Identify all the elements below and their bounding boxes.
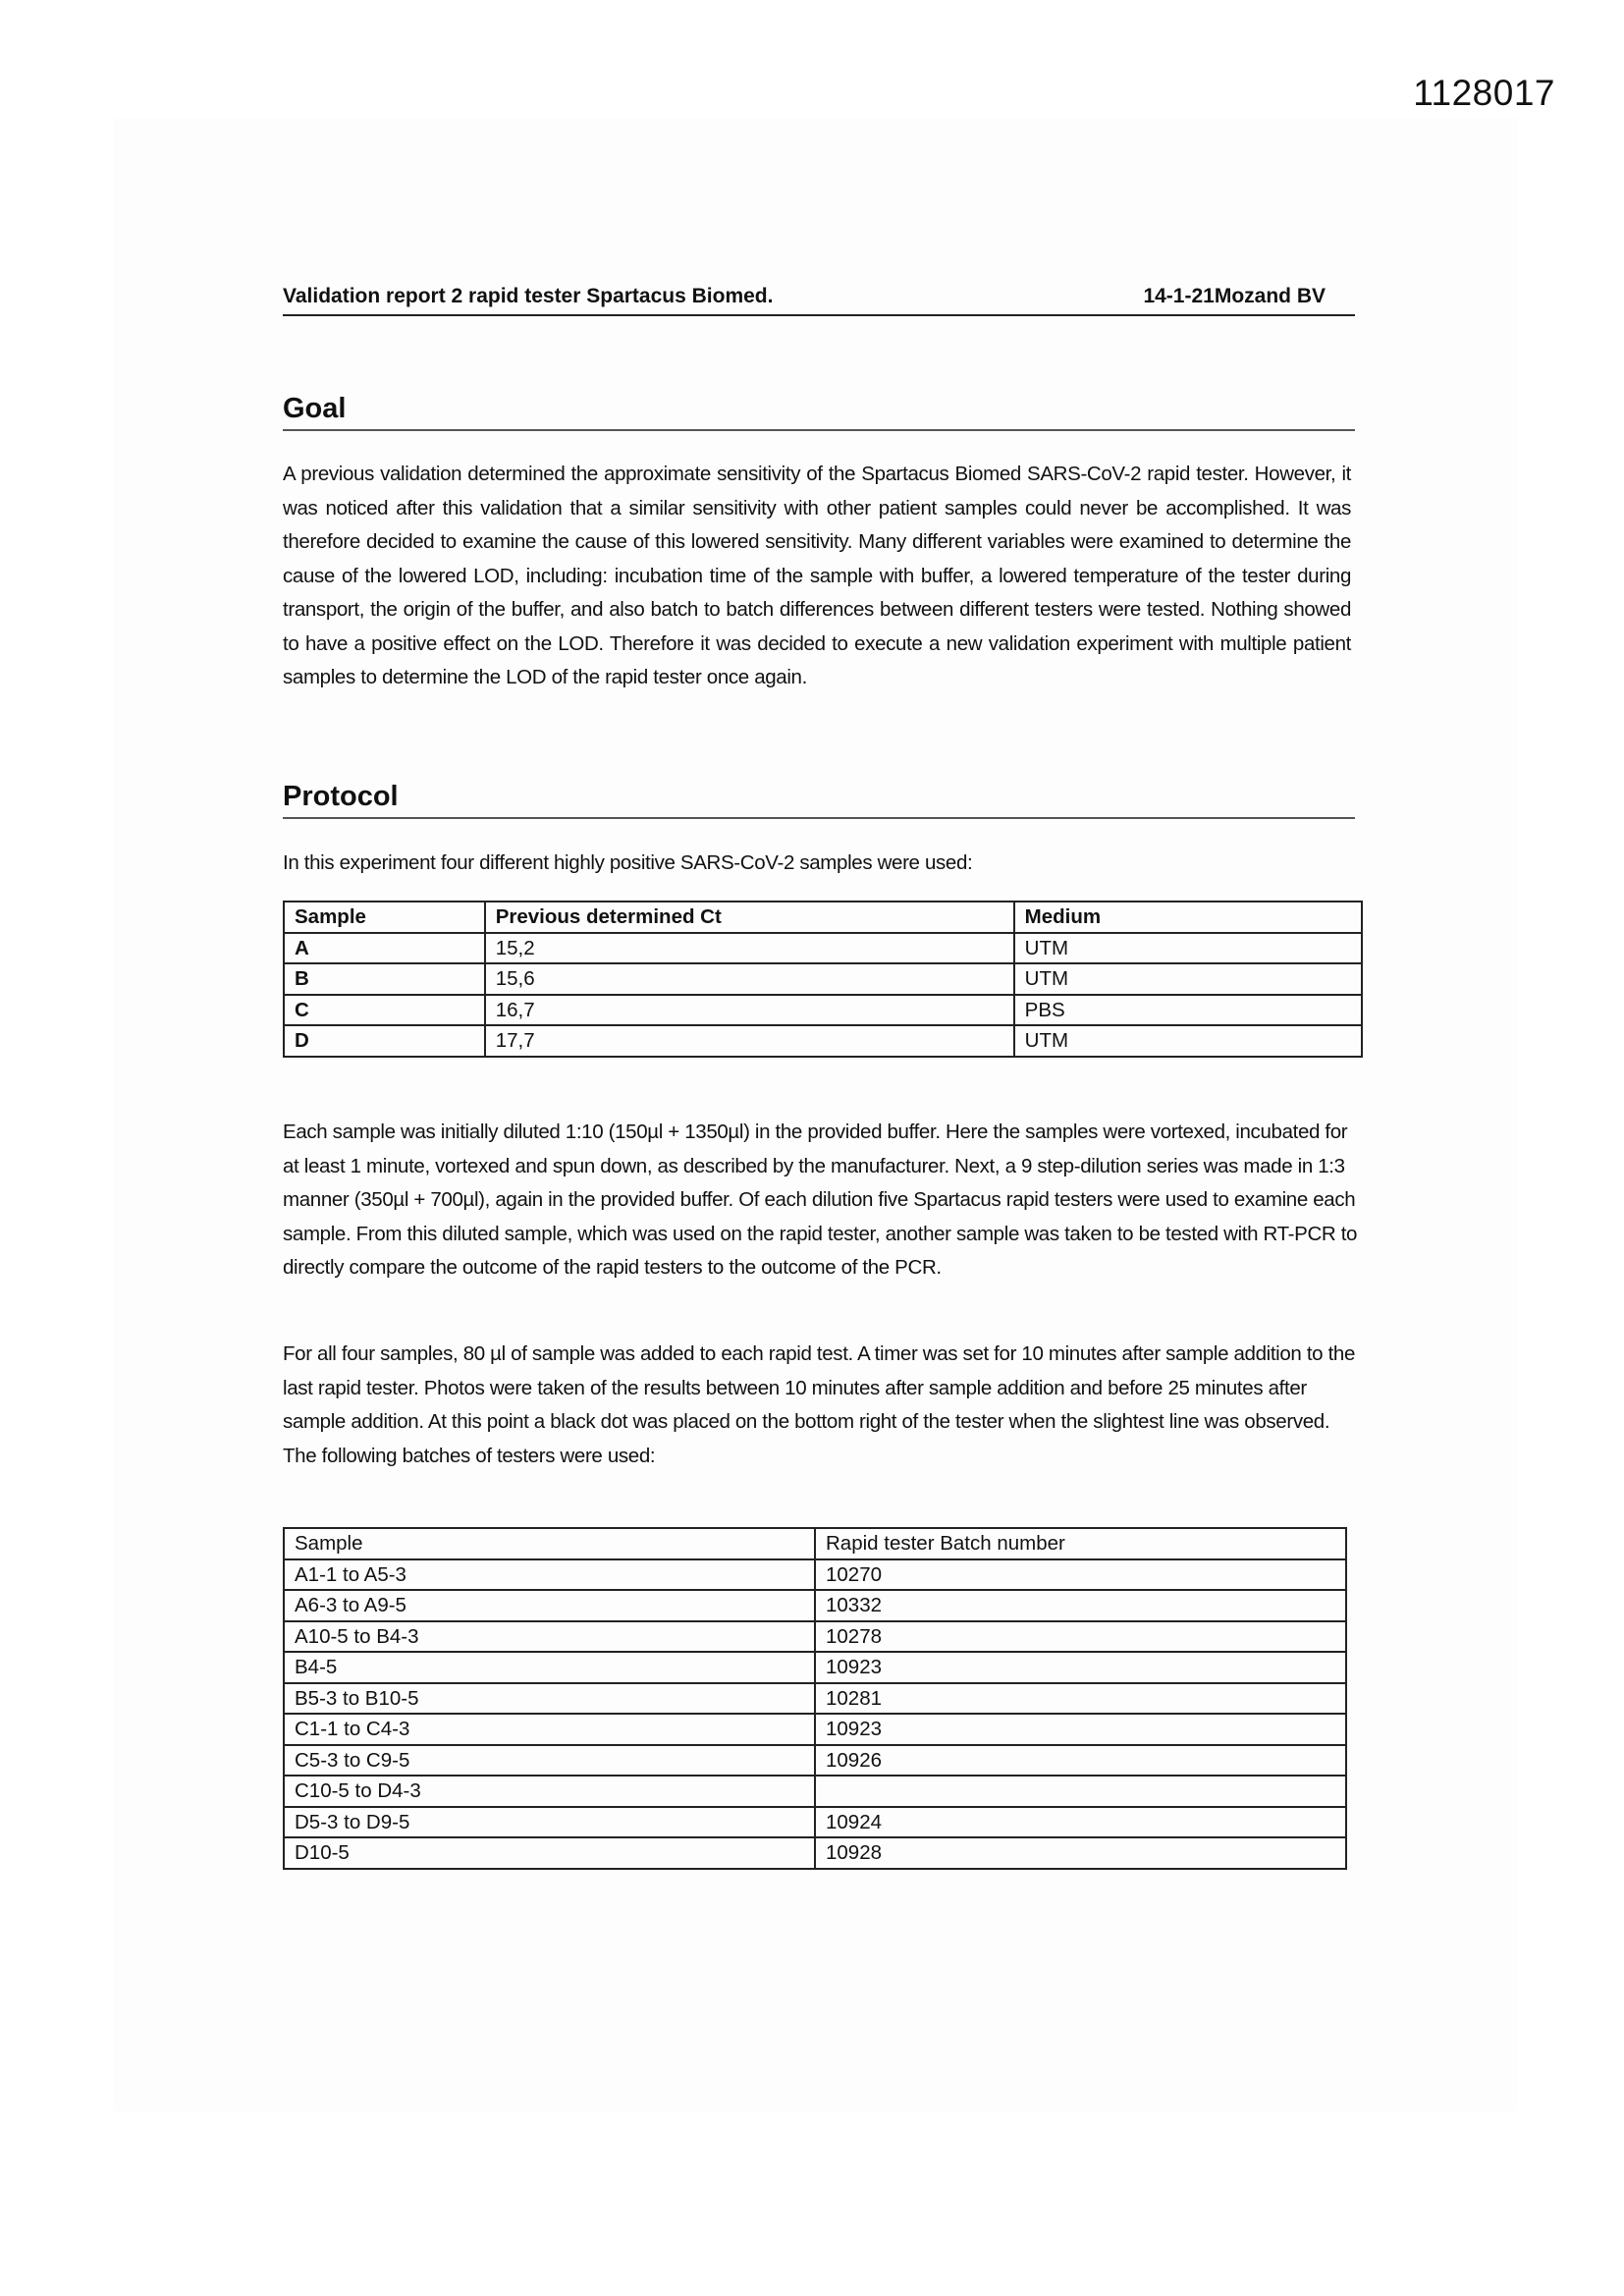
sample-cell: D bbox=[284, 1025, 485, 1057]
table-row bbox=[284, 1559, 1346, 1591]
dilution-paragraph: Each sample was initially diluted 1:10 (150µl + 1350µl) in the provided buffer. Here the samples were vortexed, incubated for at least 1 minute, vortexed and spun down, as described by the manufacturer. Next, a 9 step-dilution series was made in 1:3 manner (350µl + 700µl), again in the provided buffer. Of each dilution five Spartacus rapid testers were used to examine each sample. From this diluted sample, which was used on the rapid tester, another sample was taken to be tested with RT-PCR to directly compare the outcome of the rapid testers to the outcome of the PCR. bbox=[283, 1121, 1358, 1279]
table-row bbox=[284, 1807, 1346, 1838]
column-header-ct: Previous determined Ct bbox=[485, 902, 1014, 933]
sample-range-cell: A6-3 to A9-5 bbox=[284, 1590, 815, 1621]
batch-table bbox=[283, 1527, 1347, 1870]
table-row bbox=[284, 963, 1362, 995]
goal-paragraph: A previous validation determined the approximate sensitivity of the Spartacus Biomed SARS-CoV-2 rapid tester. However, it was noticed after this validation that a similar sensitivity with other patient samples could never be accomplished. It was therefore decided to examine the cause of this lowered sensitivity. Many different variables were examined to determine the cause of the lowered LOD, including: incubation time of the sample with buffer, a lowered temperature of the tester during transport, the origin of the buffer, and also batch to batch differences between different testers were tested. Nothing showed to have a positive effect on the LOD. Therefore it was decided to execute a new validation experiment with multiple patient samples to determine the LOD of the rapid tester once again. bbox=[283, 463, 1351, 688]
sample-range-cell: B5-3 to B10-5 bbox=[284, 1683, 815, 1715]
column-header-batch-number: Rapid tester Batch number bbox=[815, 1528, 1346, 1559]
batch-number-cell: 10281 bbox=[815, 1683, 1346, 1715]
table-header-row bbox=[284, 1528, 1346, 1559]
table-row bbox=[284, 1683, 1346, 1715]
sample-cell: B bbox=[284, 963, 485, 995]
section-heading-protocol: Protocol bbox=[283, 781, 1355, 819]
sample-range-cell: D5-3 to D9-5 bbox=[284, 1807, 815, 1838]
protocol-intro: In this experiment four different highly positive SARS-CoV-2 samples were used: bbox=[283, 851, 973, 874]
ct-cell: 16,7 bbox=[485, 995, 1014, 1026]
column-header-sample: Sample bbox=[284, 1528, 815, 1559]
medium-cell: UTM bbox=[1014, 933, 1362, 964]
ct-cell: 15,6 bbox=[485, 963, 1014, 995]
ct-cell: 17,7 bbox=[485, 1025, 1014, 1057]
table-row bbox=[284, 1652, 1346, 1683]
table-row bbox=[284, 1745, 1346, 1777]
sample-cell: C bbox=[284, 995, 485, 1026]
table-row bbox=[284, 1621, 1346, 1653]
samples-table bbox=[283, 901, 1363, 1058]
sample-range-cell: C5-3 to C9-5 bbox=[284, 1745, 815, 1777]
sample-range-cell: D10-5 bbox=[284, 1837, 815, 1869]
batch-number-cell: 10924 bbox=[815, 1807, 1346, 1838]
batch-number-cell: 10923 bbox=[815, 1652, 1346, 1683]
table-header-row bbox=[284, 902, 1362, 933]
batch-number-cell bbox=[815, 1776, 1346, 1807]
batch-number-cell: 10270 bbox=[815, 1559, 1346, 1591]
report-date-organization: 14-1-21Mozand BV bbox=[1143, 285, 1326, 307]
batch-number-cell: 10278 bbox=[815, 1621, 1346, 1653]
batch-number-cell: 10332 bbox=[815, 1590, 1346, 1621]
batch-number-cell: 10923 bbox=[815, 1714, 1346, 1745]
ct-cell: 15,2 bbox=[485, 933, 1014, 964]
procedure-paragraph: For all four samples, 80 µl of sample was added to each rapid test. A timer was set for 10 minutes after sample addition to the last rapid tester. Photos were taken of the results between 10 minutes after sample addition and before 25 minutes after sample addition. At this point a black dot was placed on the bottom right of the tester when the slightest line was observed. The following batches of testers were used: bbox=[283, 1342, 1356, 1467]
table-row bbox=[284, 1025, 1362, 1057]
medium-cell: UTM bbox=[1014, 963, 1362, 995]
medium-cell: PBS bbox=[1014, 995, 1362, 1026]
table-row bbox=[284, 1714, 1346, 1745]
sample-range-cell: B4-5 bbox=[284, 1652, 815, 1683]
table-row bbox=[284, 995, 1362, 1026]
table-row bbox=[284, 1590, 1346, 1621]
sample-cell: A bbox=[284, 933, 485, 964]
column-header-sample: Sample bbox=[284, 902, 485, 933]
report-header bbox=[283, 285, 1355, 316]
medium-cell: UTM bbox=[1014, 1025, 1362, 1057]
sample-range-cell: A1-1 to A5-3 bbox=[284, 1559, 815, 1591]
batch-number-cell: 10928 bbox=[815, 1837, 1346, 1869]
section-heading-goal: Goal bbox=[283, 393, 1355, 431]
sample-range-cell: C10-5 to D4-3 bbox=[284, 1776, 815, 1807]
sample-range-cell: A10-5 to B4-3 bbox=[284, 1621, 815, 1653]
batch-number-cell: 10926 bbox=[815, 1745, 1346, 1777]
column-header-medium: Medium bbox=[1014, 902, 1362, 933]
table-row bbox=[284, 1837, 1346, 1869]
table-row bbox=[284, 1776, 1346, 1807]
report-title: Validation report 2 rapid tester Spartacus Biomed. bbox=[283, 285, 774, 307]
sample-range-cell: C1-1 to C4-3 bbox=[284, 1714, 815, 1745]
table-row bbox=[284, 933, 1362, 964]
document-id-number: 1128017 bbox=[1413, 73, 1555, 113]
